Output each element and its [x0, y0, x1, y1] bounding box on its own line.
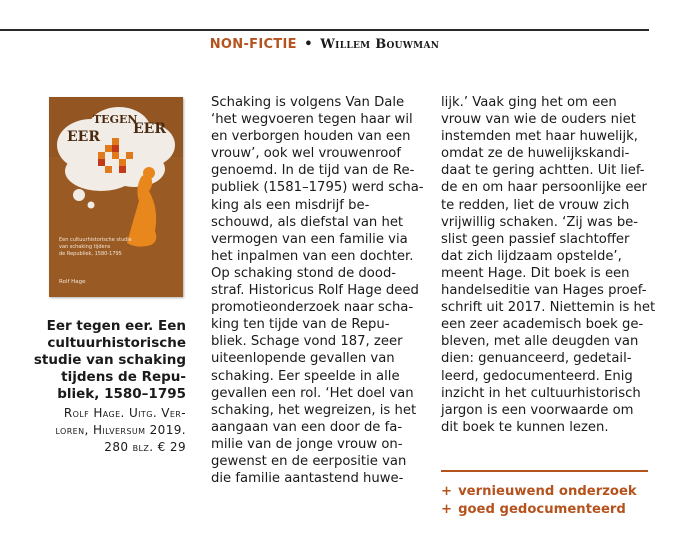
book-title-line: studie van schaking [33, 352, 186, 368]
article-text-line: omdat ze de huwelijkskandi- [441, 146, 630, 162]
book-publication-details [14, 405, 186, 456]
article-text-line: bleven, met alle deugden van [441, 334, 639, 350]
cover-subtitle-1: Een cultuurhistorische studie [59, 237, 132, 243]
plus-icon: + [441, 484, 453, 499]
article-text-line: daat te gering achtten. Uit lief- [441, 163, 645, 179]
article-text-line: en verborgen houden van een [211, 129, 411, 145]
article-text-line: schrift uit 2017. Niettemin is het [441, 300, 656, 316]
article-text-line: gewenst en de eerpositie van [211, 453, 407, 469]
section-label: NON-FICTIE [209, 37, 297, 52]
article-text-line: dien: genuanceerd, gedetail- [441, 351, 632, 367]
book-cover-illustration [49, 97, 183, 297]
book-cover-image [49, 97, 183, 297]
article-text-line: schouwd, als diefstal van het [211, 214, 404, 230]
article-text-line: king ten tijde van de Repu- [211, 317, 390, 333]
cover-subtitle-3: de Republiek, 1580-1795 [59, 251, 122, 257]
byline-author: Willem Bouwman [320, 37, 440, 52]
book-title [14, 318, 186, 403]
article-text-line: meent Hage. Dit boek is een [441, 265, 630, 281]
cover-subtitle-2: van schaking tijdens [59, 244, 111, 250]
cover-author: Rolf Hage [59, 279, 86, 285]
cover-title-word-3: EER [133, 121, 166, 137]
article-text-line: handelseditie van Hages proef- [441, 283, 647, 299]
article-text-line: gevallen een rol. ‘Het doel van [211, 385, 414, 401]
article-text-line: promotieonderzoek naar scha- [211, 300, 414, 316]
article-text-line: die familie aantastend huwe- [211, 471, 404, 487]
header-separator: • [304, 37, 313, 52]
article-text-line: dit boek te kunnen lezen. [441, 419, 609, 435]
article-text-line: aangaan van een door de fa- [211, 419, 403, 435]
article-text-line: vrouw van wie de ouders niet [441, 112, 636, 128]
book-title-line: bliek, 1580–1795 [57, 386, 186, 402]
article-text-line: slist geen passief slachtoffer [441, 231, 630, 247]
plus-icon: + [441, 501, 453, 517]
article-text-line: schaking, het wegreizen, is het [211, 402, 417, 418]
article-text-line: een zeer academisch boek ge- [441, 317, 644, 333]
article-text-line: het inpalmen van een dochter. [211, 248, 414, 264]
article-text-line: straf. Historicus Rolf Hage deed [211, 283, 419, 299]
article-text-line: schaking. Eer speelde in alle [211, 368, 400, 384]
book-title-line: cultuurhistorische [47, 335, 186, 351]
article-text-line: inzicht in het cultuurhistorisch [441, 385, 641, 401]
book-meta-line: Rolf Hage. Uitg. Ver- [63, 406, 186, 420]
article-text-line: Schaking is volgens Van Dale [211, 95, 405, 110]
cover-title-word-1: EER [67, 129, 100, 145]
article-text-line: vrijwillig schaken. ‘Zij was be- [441, 214, 639, 230]
pros-list [441, 483, 637, 518]
article-column-2 [441, 94, 656, 436]
pros-divider [441, 470, 648, 472]
article-header [0, 37, 649, 52]
article-column-1 [211, 94, 423, 487]
book-caption [14, 318, 186, 456]
article-text-line: genoemd. In de tijd van de Re- [211, 163, 415, 179]
article-text-line: milie van de jonge vrouw on- [211, 436, 403, 452]
cover-title-word-2: TEGEN [93, 113, 138, 126]
article-text-line: de en om haar persoonlijke eer [441, 180, 647, 196]
article-text-line: jargon is een voorwaarde om [441, 402, 634, 418]
book-meta-line: loren, Hilversum 2019. [55, 423, 186, 437]
article-text-line: uiteenlopende gevallen van [211, 351, 395, 367]
book-title-line: tijdens de Repu- [61, 369, 186, 385]
book-title-line: Eer tegen eer. Een [46, 318, 186, 334]
article-text-line: te redden, liet de vrouw zich [441, 197, 630, 213]
article-text-line: king als een misdrijf be- [211, 197, 370, 213]
article-text-line: bliek. Schage vond 187, zeer [211, 334, 403, 350]
article-text-line: instemden met haar huwelijk, [441, 129, 638, 145]
article-text-line: ‘het wegvoeren tegen haar wil [211, 112, 413, 128]
article-text-line: vermogen van een familie via [211, 231, 408, 247]
article-text-line: vrouw’, ook wel vrouwenroof [211, 146, 401, 162]
article-text-line: publiek (1581–1795) werd scha- [211, 180, 424, 196]
article-text-line: lijk.’ Vaak ging het om een [441, 95, 617, 110]
pro-item [441, 501, 637, 519]
article-text-line: leerd, gedocumenteerd. Enig [441, 368, 633, 384]
pro-item-text: goed gedocumenteerd [458, 501, 626, 517]
book-meta-line: 280 blz. € 29 [104, 440, 186, 454]
top-rule [0, 29, 649, 31]
article-text-line: dat zich lijdzaam opstelde’, [441, 248, 622, 264]
pro-item-text: vernieuwend onderzoek [458, 484, 637, 499]
pro-item [441, 483, 637, 501]
article-text-line: Op schaking stond de dood- [211, 265, 397, 281]
